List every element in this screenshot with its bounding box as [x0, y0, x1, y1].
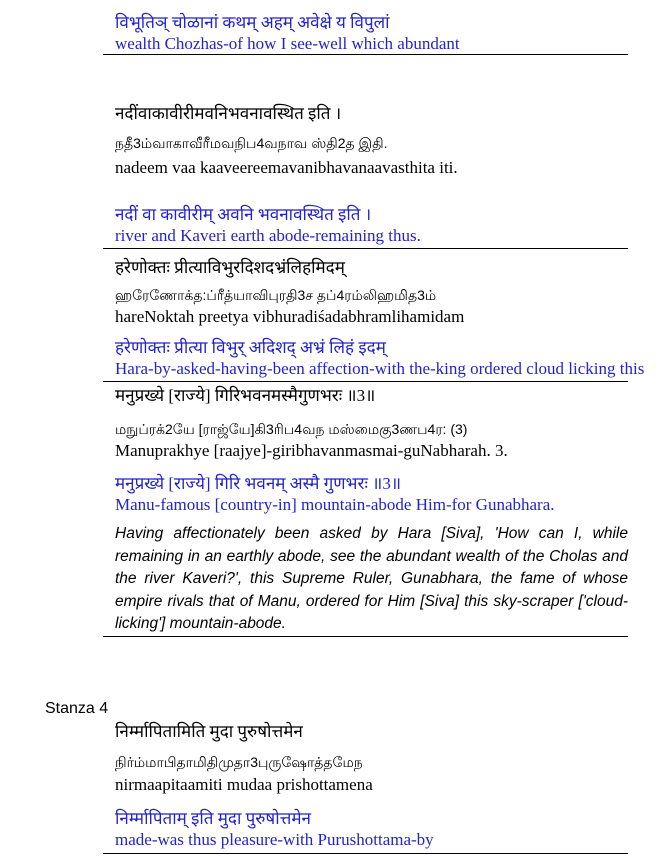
english-gloss-line: made-was thus pleasure-with Purushottama-by: [115, 829, 434, 849]
tamil-transcription-line: மநுப்ரக்2யே [ராஜ்யே]கி3ரிப4வந மஸ்மைகு3ணப4ர: (3): [115, 421, 468, 437]
sanskrit-verse-line: हरेणोक्तः प्रीत्याविभुरदिशदभ्रंलिहमिदम्: [115, 258, 345, 277]
section-rule: [103, 54, 628, 55]
roman-transliteration-line: nadeem vaa kaaveereemavanibhavanaavasthita iti.: [115, 158, 458, 177]
sanskrit-verse-line: निर्म्मापितामिति मुदा पुरुषोत्तमेन: [115, 721, 303, 741]
roman-transliteration-line: nirmaapitaamiti mudaa prishottamena: [115, 774, 373, 794]
sanskrit-verse-line: नदींवाकावीरीमवनिभवनावस्थित इति ।: [115, 104, 342, 123]
tamil-transcription-line: ஹரேணோக்த:ப்ரீத்யாவிபுரதி3ச தப்4ரம்லிஹமித3ம்: [115, 287, 437, 303]
sanskrit-wordsplit-line: हरेणोक्तः प्रीत्या विभुर् अदिशद् अभ्रं लिहं इदम्: [115, 338, 386, 357]
roman-transliteration-line: Manuprakhye [raajye]-giribhavanmasmai-guNabharah. 3.: [115, 441, 508, 460]
tamil-transcription-line: நதீ3ம்வாகாவீரீமவநிப4வநாவ ஸ்தி2த இதி.: [115, 135, 388, 151]
sanskrit-verse-line: मनुप्रख्ये [राज्ये] गिरिभवनमस्मैगुणभरः ॥3॥: [115, 386, 376, 405]
section-rule: [103, 636, 628, 637]
sanskrit-wordsplit-line: नदीं वा कावीरीम् अवनि भवनावस्थित इति ।: [115, 205, 372, 224]
english-gloss-line: Hara-by-asked-having-been affection-with the-king ordered cloud licking this: [115, 359, 645, 378]
section-rule: [103, 381, 628, 382]
section-rule: [103, 853, 628, 854]
section-rule: [103, 248, 628, 249]
sanskrit-wordsplit-line: विभूतिञ् चोळानां कथम् अहम् अवेक्षे य विपुलां: [115, 13, 390, 32]
sanskrit-wordsplit-line: निर्म्मापिताम् इति मुदा पुरुषोत्तमेन: [115, 808, 311, 828]
stanza-heading: Stanza 4: [45, 699, 109, 717]
sanskrit-wordsplit-line: मनुप्रख्ये [राज्ये] गिरि भवनम् अस्मै गुणभरः ॥3॥: [115, 474, 402, 493]
english-gloss-line: river and Kaveri earth abode-remaining thus.: [115, 226, 421, 245]
roman-transliteration-line: hareNoktah preetya vibhuradiśadabhramlihamidam: [115, 307, 465, 326]
english-gloss-line: wealth Chozhas-of how I see-well which abundant: [115, 34, 460, 53]
tamil-transcription-line: நிர்ம்மாபிதாமிதிமுதா3புருஷோத்தமேந: [115, 753, 363, 770]
prose-translation-paragraph: Having affectionately been asked by Hara [Siva], 'How can I, while remaining in an earthly abode, see the abundant wealth of the Cholas and the river Kaveri?', this Supreme Ruler, Gunabhara, the fame of whose empire rivals that of Manu, ordered for Him [Siva] this sky-scraper ['cloud-licking'] mountain-abode.: [115, 525, 628, 632]
english-gloss-line: Manu-famous [country-in] mountain-abode Him-for Gunabhara.: [115, 495, 555, 514]
